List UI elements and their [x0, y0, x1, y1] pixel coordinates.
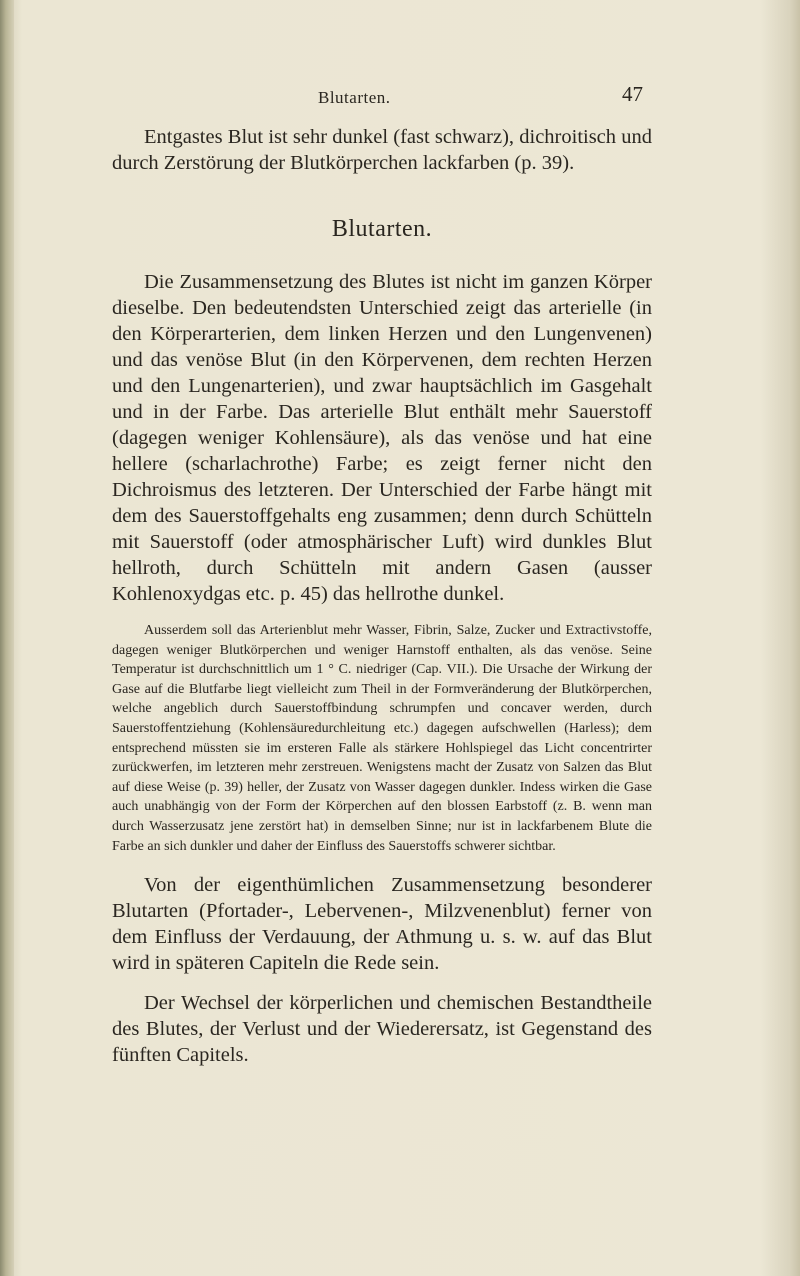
intro-paragraph: Entgastes Blut ist sehr dunkel (fast schwarz), dichroitisch und durch Zerstörung der Blutkörperchen lackfarben (p. 39).	[112, 126, 652, 174]
page-number: 47	[622, 82, 643, 106]
paragraph-1: Die Zusammensetzung des Blutes ist nicht im ganzen Körper dieselbe. Den bedeutendsten Unterschied zeigt das arterielle (in den Körperarterien, dem linken Herzen und den Lungenvenen) und das venöse Blut (in den Körpervenen, dem rechten Herzen und den Lungenarterien), und zwar hauptsächlich im Gasgehalt und in der Farbe. Das arterielle Blut enthält mehr Sauerstoff (dagegen weniger Kohlensäure), als das venöse und hat eine hellere (scharlachrothe) Farbe; es zeigt ferner nicht den Dichroismus des letzteren. Der Unterschied der Farbe hängt mit dem des Sauerstoffgehalts eng zusammen; denn durch Schütteln mit Sauerstoff (oder atmosphärischer Luft) wird dunkles Blut hellroth, durch Schütteln mit andern Gasen (ausser Kohlenoxydgas etc. p. 45) das hellrothe dunkel.	[112, 271, 652, 605]
running-title: Blutarten.	[318, 88, 391, 107]
paragraph-3: Der Wechsel der körperlichen und chemischen Bestandtheile des Blutes, der Verlust und der Wiederersatz, ist Gegenstand des fünften Capitels.	[112, 992, 652, 1067]
page-text	[112, 124, 652, 1068]
paragraph-2: Von der eigenthümlichen Zusammensetzung besonderer Blutarten (Pfortader-, Lebervenen-, Milzvenenblut) ferner von dem Einfluss der Verdauung, der Athmung u. s. w. auf das Blut wird in späteren Capiteln die Rede sein.	[112, 874, 652, 975]
running-head	[0, 82, 800, 112]
book-spine-edge	[0, 0, 14, 1276]
small-print-note: Ausserdem soll das Arterienblut mehr Wasser, Fibrin, Salze, Zucker und Extractivstoffe, dagegen weniger Blutkörperchen und weniger Harnstoff enthalten, als das venöse. Seine Temperatur ist durchschnittlich um 1 ° C. niedriger (Cap. VII.). Die Ursache der Wirkung der Gase auf die Blutfarbe liegt vielleicht zum Theil in der Formveränderung der Blutkörperchen, welche angeblich durch Sauerstoffbindung schrumpfen und concaver werden, durch Sauerstoffentziehung (Kohlensäuredurchleitung etc.) dagegen aufschwellen (Harless); dem entsprechend müssten sie im ersteren Falle als stärkere Hohlspiegel das Licht concentrirter zurückwerfen, im letzteren mehr zerstreuen. Wenigstens macht der Zusatz von Salzen das Blut auf diese Weise (p. 39) heller, der Zusatz von Wasser dagegen dunkler. Indess wirken die Gase auch unabhängig von der Form der Körperchen auf den blossen Earbstoff (z. B. wenn man durch Wasserzusatz jene zerstört hat) in demselben Sinne; nur ist in lackfarbenem Blute die Farbe an sich dunkler und daher der Einfluss des Sauerstoffs schwerer sichtbar.	[112, 623, 652, 854]
section-heading: Blutarten.	[331, 216, 433, 242]
